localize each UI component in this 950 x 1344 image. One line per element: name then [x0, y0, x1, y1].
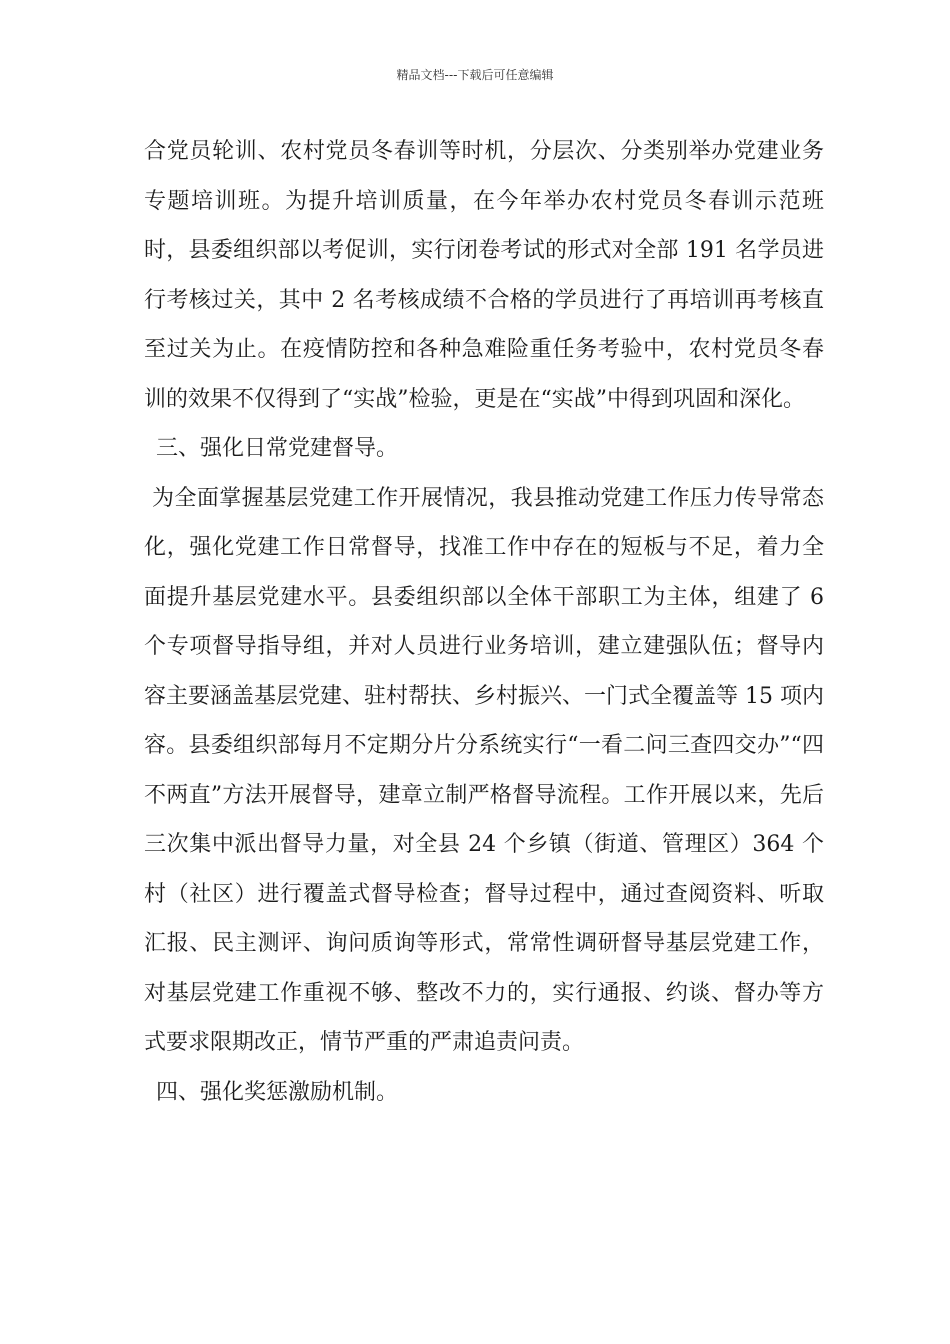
- paragraph-training: 合党员轮训、农村党员冬春训等时机，分层次、分类别举办党建业务专题培训班。为提升培训质量，在今年举办农村党员冬春训示范班时，县委组织部以考促训，实行闭卷考试的形式对全部 191 名学员进行考核过关，其中 2 名考核成绩不合格的学员进行了再培训再考核直至过关为止。在疫情防控和各种急难险重任务考验中，农村党员冬春训的效果不仅得到了“实战”检验，更是在“实战”中得到巩固和深化。: [144, 139, 824, 412]
- document-body: [144, 127, 824, 1117]
- page-header: 精品文档---下载后可任意编辑: [396, 68, 554, 82]
- section-heading-4: 四、强化奖惩激励机制。: [156, 1079, 399, 1105]
- paragraph-supervision: 为全面掌握基层党建工作开展情况，我县推动党建工作压力传导常态化，强化党建工作日常督导，找准工作中存在的短板与不足，着力全面提升基层党建水平。县委组织部以全体干部职工为主体，组建了 6 个专项督导指导组，并对人员进行业务培训，建立建强队伍；督导内容主要涵盖基层党建、驻村帮扶、乡村振兴、一门式全覆盖等 15 项内容。县委组织部每月不定期分片分系统实行“一看二问三查四交办”“四不两直”方法开展督导，建章立制严格督导流程。工作开展以来，先后三次集中派出督导力量，对全县 24 个乡镇（街道、管理区）364 个村（社区）进行覆盖式督导检查；督导过程中，通过查阅资料、听取汇报、民主测评、询问质询等形式，常常性调研督导基层党建工作，对基层党建工作重视不够、整改不力的，实行通报、约谈、督办等方式要求限期改正，情节严重的严肃追责问责。: [144, 485, 824, 1055]
- section-heading-3: 三、强化日常党建督导。: [156, 436, 399, 461]
